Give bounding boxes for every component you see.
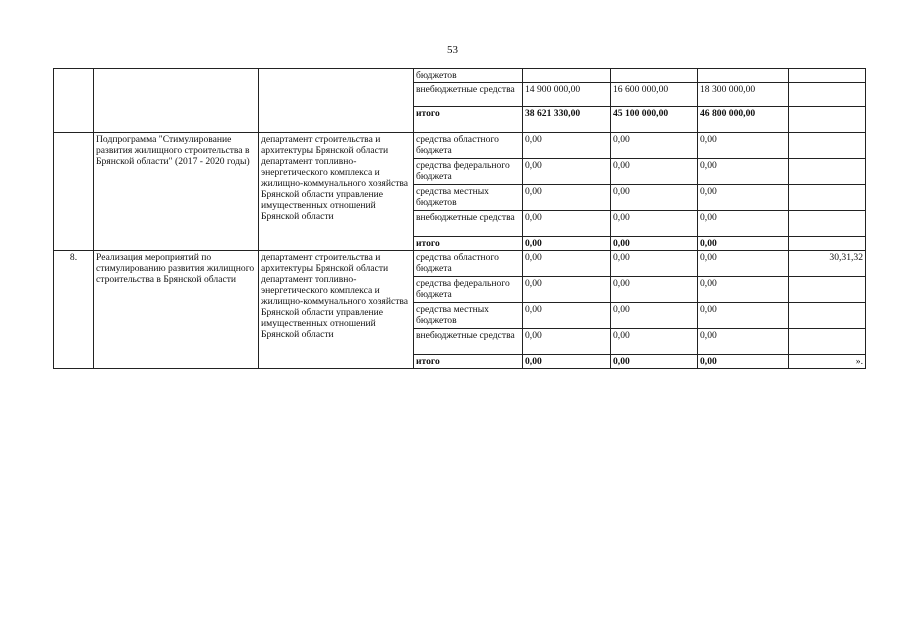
value-2017-cell [523, 69, 611, 83]
target-indicator-cell [789, 107, 866, 133]
value-2018-cell: 0,00 [611, 237, 698, 251]
value-2019-cell [698, 69, 789, 83]
value-2017-cell: 0,00 [523, 277, 611, 303]
target-indicator-cell [789, 329, 866, 355]
target-indicator-cell [789, 133, 866, 159]
value-2017-cell: 14 900 000,00 [523, 83, 611, 107]
value-2019-cell: 46 800 000,00 [698, 107, 789, 133]
value-2019-cell: 18 300 000,00 [698, 83, 789, 107]
value-2018-cell: 45 100 000,00 [611, 107, 698, 133]
value-2018-cell: 0,00 [611, 355, 698, 369]
funding-source-cell: бюджетов [414, 69, 523, 83]
target-indicator-cell [789, 185, 866, 211]
budget-table-body [54, 69, 866, 369]
row-number-cell [54, 69, 94, 133]
row-number-cell [54, 133, 94, 251]
value-2018-cell: 0,00 [611, 159, 698, 185]
value-2018-cell: 0,00 [611, 211, 698, 237]
row-number-cell: 8. [54, 251, 94, 369]
value-2019-cell: 0,00 [698, 237, 789, 251]
name-cell [94, 69, 259, 133]
value-2018-cell: 0,00 [611, 277, 698, 303]
value-2018-cell: 0,00 [611, 185, 698, 211]
value-2017-cell: 0,00 [523, 329, 611, 355]
value-2018-cell: 0,00 [611, 303, 698, 329]
value-2019-cell: 0,00 [698, 277, 789, 303]
target-indicator-cell [789, 83, 866, 107]
funding-source-cell: внебюджетные средства [414, 83, 523, 107]
funding-source-cell: средства местных бюджетов [414, 303, 523, 329]
funding-source-cell: средства областного бюджета [414, 133, 523, 159]
value-2017-cell: 0,00 [523, 211, 611, 237]
value-2019-cell: 0,00 [698, 211, 789, 237]
value-2019-cell: 0,00 [698, 159, 789, 185]
value-2017-cell: 0,00 [523, 185, 611, 211]
target-indicator-cell [789, 237, 866, 251]
value-2019-cell: 0,00 [698, 355, 789, 369]
funding-source-cell: средства федерального бюджета [414, 277, 523, 303]
table-row [54, 133, 866, 159]
target-indicator-cell [789, 159, 866, 185]
value-2017-cell: 38 621 330,00 [523, 107, 611, 133]
funding-source-cell: внебюджетные средства [414, 329, 523, 355]
funding-source-cell: итого [414, 107, 523, 133]
value-2019-cell: 0,00 [698, 303, 789, 329]
value-2017-cell: 0,00 [523, 159, 611, 185]
executors-cell: департамент строительства и архитектуры Брянской области департамент топливно-энергетического комплекса и жилищно-коммунального хозяйства Брянской области управление имущественных отношений Брянской области [259, 133, 414, 251]
executors-cell [259, 69, 414, 133]
funding-source-cell: итого [414, 355, 523, 369]
name-cell: Реализация мероприятий по стимулированию развития жилищного строительства в Брянской области [94, 251, 259, 369]
budget-table [53, 68, 866, 369]
funding-source-cell: средства федерального бюджета [414, 159, 523, 185]
target-indicator-cell [789, 69, 866, 83]
value-2017-cell: 0,00 [523, 251, 611, 277]
value-2019-cell: 0,00 [698, 251, 789, 277]
target-indicator-cell [789, 277, 866, 303]
target-indicator-cell: 30,31,32 [789, 251, 866, 277]
table-row [54, 251, 866, 277]
funding-source-cell: внебюджетные средства [414, 211, 523, 237]
value-2019-cell: 0,00 [698, 329, 789, 355]
value-2017-cell: 0,00 [523, 303, 611, 329]
value-2019-cell: 0,00 [698, 185, 789, 211]
table-row [54, 69, 866, 83]
target-indicator-cell [789, 303, 866, 329]
funding-source-cell: средства областного бюджета [414, 251, 523, 277]
value-2018-cell: 0,00 [611, 133, 698, 159]
page-number: 53 [447, 44, 458, 56]
value-2017-cell: 0,00 [523, 133, 611, 159]
value-2018-cell [611, 69, 698, 83]
target-indicator-cell [789, 211, 866, 237]
value-2017-cell: 0,00 [523, 355, 611, 369]
value-2018-cell: 0,00 [611, 251, 698, 277]
executors-cell: департамент строительства и архитектуры Брянской области департамент топливно-энергетического комплекса и жилищно-коммунального хозяйства Брянской области управление имущественных отношений Брянской области [259, 251, 414, 369]
name-cell: Подпрограмма "Стимулирование развития жилищного строительства в Брянской области" (2017 - 2020 годы) [94, 133, 259, 251]
value-2017-cell: 0,00 [523, 237, 611, 251]
value-2019-cell: 0,00 [698, 133, 789, 159]
value-2018-cell: 0,00 [611, 329, 698, 355]
funding-source-cell: итого [414, 237, 523, 251]
closing-quote-mark: ». [789, 355, 866, 369]
value-2018-cell: 16 600 000,00 [611, 83, 698, 107]
funding-source-cell: средства местных бюджетов [414, 185, 523, 211]
